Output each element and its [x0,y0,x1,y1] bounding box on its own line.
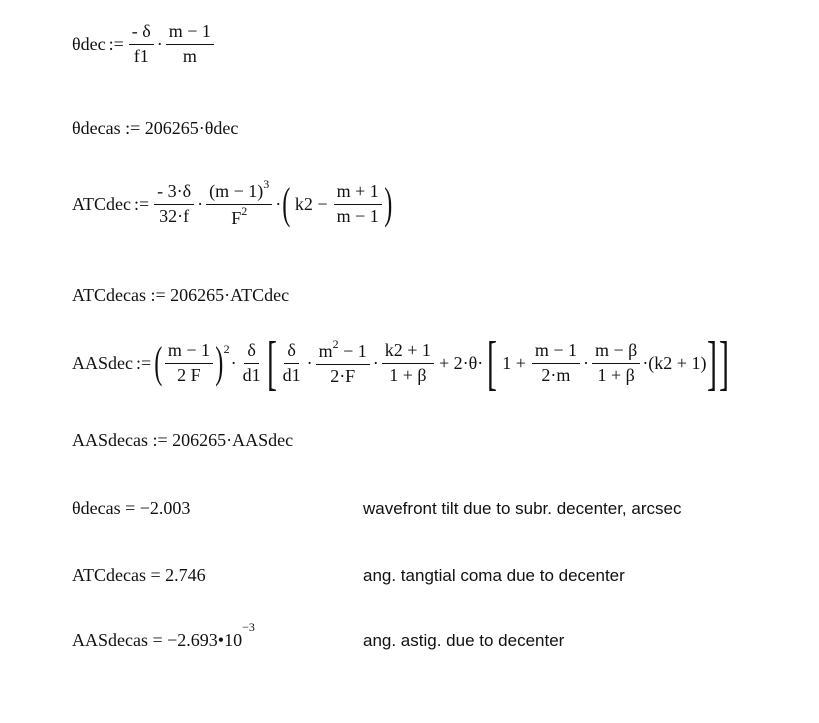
eq4-text: ATCdecas := 206265·ATCdec [72,285,290,305]
result-2-lhs: AASdecas = [72,630,168,650]
eq5-b-den: 1 + β [597,364,635,385]
eq1-lhs: θdec [72,33,106,54]
eq5-p-den: 2 F [177,364,201,385]
eq5-b-fraction [592,341,640,386]
eq1-assign: := [108,33,124,54]
comment-theta-decas: wavefront tilt due to subr. decenter, arcsec [363,499,682,518]
aas-decas-definition [72,430,293,451]
eq5-one-plus: 1 + [502,352,526,373]
eq1-f2-den: m [182,45,197,66]
eq5-delta-fraction-1 [240,341,264,386]
eq3-assign: := [133,193,150,214]
theta-decas-definition [72,118,238,139]
eq5-assign: := [136,352,152,373]
comment-aas-decas: ang. astig. due to decenter [363,631,565,650]
eq2-text: θdecas := 206265·θdec [72,118,239,138]
eq3-f2-num-exp: 3 [263,177,270,191]
eq3-f2-den: F [231,207,242,228]
eq3-f2-num: (m − 1) [209,181,264,201]
result-aas-decas [72,620,255,651]
eq5-k-den: 1 + β [389,364,427,385]
eq5-m2-num-tail: − 1 [338,340,367,361]
aas-dec-definition: AASdec := ( $\frac{m - 1}{2 F}$ ) $^2$ · $\frac{\delta}{d1}$ [ $\frac{\delta}{d1}$ · $\frac{m^2 - 1}{2\cdot F}$ · $\frac{k2 + 1}{1 + \beta}$ + 2·θ· [ 1 + $\frac{m - 1}{2\cdot m}$ · $\frac{m - \beta}{1 + \beta}$ ·(k2 + 1) ] ] [72,330,730,396]
result-1-value: 2.746 [165,565,206,585]
eq1-f1-den: f1 [133,45,149,66]
eq5-m2-num: m [318,340,333,361]
eq5-d2-den: d1 [282,364,301,385]
result-0-value: −2.003 [139,498,191,518]
result-2-value: −2.693•10 [167,630,243,650]
eq3-fraction-1 [154,182,194,227]
eq5-tail: ·(k2 + 1) [642,352,707,373]
eq5-delta-fraction-2 [280,341,304,386]
eq5-a-den: 2·m [541,364,571,385]
eq5-d2-num: δ [284,341,298,364]
result-2-exp: −3 [242,620,255,634]
atc-decas-definition [72,285,289,306]
eq5-k-fraction [382,341,434,386]
eq3-f2-den-exp: 2 [241,203,248,218]
result-theta-decas [72,498,190,519]
eq3-lhs: ATCdec [72,193,131,214]
theta-dec-definition: θdec := $\frac{- \delta}{f1}$ · $\frac{m - 1}{m}$ [72,22,216,67]
eq5-p-exp: 2 [223,341,230,356]
eq5-d1-num: δ [244,341,258,364]
eq3-fraction-2 [206,177,272,229]
eq1-f2-num: m − 1 [166,22,214,45]
eq3-f3-den: m − 1 [336,205,379,226]
eq5-a-num: m − 1 [532,341,580,364]
eq5-m2-den: 2·F [330,365,356,386]
eq3-fraction-3 [334,182,382,227]
result-atc-decas [72,565,206,586]
eq5-paren-fraction [165,341,213,386]
eq3-f1-num: - 3·δ [154,182,194,205]
eq5-p-num: m − 1 [165,341,213,364]
eq5-lhs: AASdec [72,352,133,373]
eq3-k2: k2 − [294,193,328,214]
eq5-a-fraction [532,341,580,386]
eq5-d1-den: d1 [242,364,261,385]
eq1-f1-num: - δ [129,22,154,45]
eq3-f1-den: 32·f [159,205,190,226]
eq5-k-num: k2 + 1 [382,341,434,364]
eq3-f3-num: m + 1 [334,182,382,205]
eq5-plus-term: + 2·θ· [438,352,484,373]
eq1-fraction-1 [129,22,154,67]
eq6-text: AASdecas := 206265·AASdec [72,430,294,450]
atc-dec-definition: ATCdec := $\frac{- 3\cdot\delta}{32\cdot f}$ · $\frac{(m - 1)^3}{F^2}$ · ( k2 − $\frac{m + 1}{m - 1}$ ) [72,177,393,229]
result-0-lhs: θdecas = [72,498,140,518]
eq1-fraction-2 [166,22,214,67]
result-1-lhs: ATCdecas = [72,565,166,585]
eq5-m2-fraction [316,336,370,387]
eq5-m2-exp: 2 [332,336,339,351]
eq5-b-num: m − β [592,341,640,364]
comment-atc-decas: ang. tangtial coma due to decenter [363,566,625,585]
